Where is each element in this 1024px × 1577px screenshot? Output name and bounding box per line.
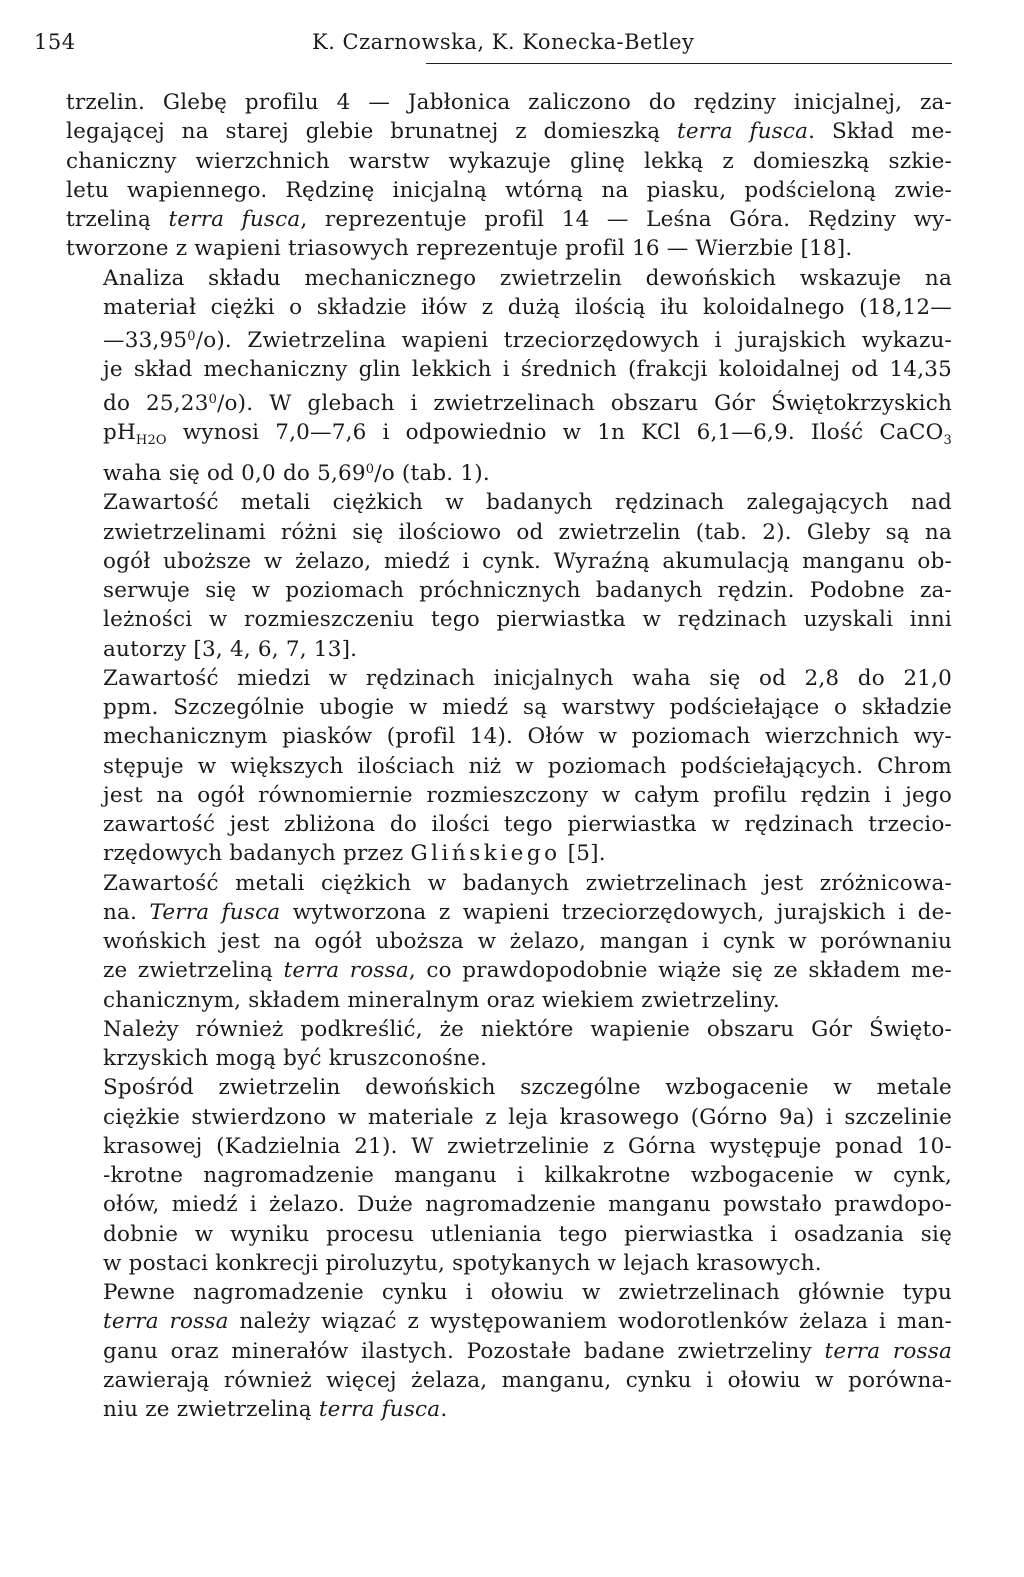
text-line: zwietrzelinami różni się ilościowo od zwietrzelin (tab. 2). Gleby są na: [103, 519, 952, 545]
text-line: —33,95$^0$/o). Zwietrzelina wapieni trzeciorzędowych i jurajskich wykazu-: [103, 328, 952, 353]
text-line: zawartość jest zbliżona do ilości tego pierwiastka w rędzinach trzecio-: [103, 812, 952, 837]
text-line: Spośród zwietrzelin dewońskich szczególne wzbogacenie w metale: [103, 1075, 952, 1101]
text-line: wońskich jest na ogół uboższa w żelazo, mangan i cynk w porównaniu: [103, 929, 952, 954]
text-line: chaniczny wierzchnich warstw wykazuje glinę lekką z domieszką szkie-: [66, 148, 952, 174]
text-line: ogół uboższe w żelazo, miedź i cynk. Wyraźną akumulacją manganu ob-: [103, 548, 952, 574]
text-line: Analiza składu mechanicznego zwietrzelin dewońskich wskazuje na: [103, 265, 952, 291]
text-line: stępuje w większych ilościach niż w poziomach podściełających. Chrom: [103, 753, 952, 779]
text-line: krzyskich mogą być kruszconośne.: [103, 1046, 488, 1071]
text-line: trzelin. Glebę profilu 4 — Jabłonica zaliczono do rędziny inicjalnej, za-: [66, 90, 952, 115]
paragraph: [66, 1073, 952, 1278]
text-line: tworzone z wapieni triasowych reprezentuje profil 16 — Wierzbie [18].: [66, 236, 853, 262]
text-line: chanicznym, składem mineralnym oraz wiekiem zwietrzeliny.: [103, 987, 780, 1013]
header-rule: [426, 63, 952, 64]
text-line: mechanicznym piasków (profil 14). Ołów w poziomach wierzchnich wy-: [103, 724, 952, 750]
text-line: ppm. Szczególnie ubogie w miedź są warstwy podściełające o składzie: [103, 695, 952, 720]
text-line: Należy również podkreślić, że niektóre wapienie obszaru Gór Święto-: [103, 1016, 952, 1042]
paragraph: [66, 88, 952, 264]
page-number: 154: [34, 30, 76, 54]
text-line: na. Terra fusca wytworzona z wapieni trzeciorzędowych, jurajskich i de-: [103, 899, 953, 925]
text-line: je skład mechaniczny glin lekkich i średnich (frakcji koloidalnej od 14,35: [103, 357, 952, 383]
text-line: w postaci konkrecji piroluzytu, spotykanych w lejach krasowych.: [103, 1250, 822, 1276]
text-line: zawierają również więcej żelaza, manganu, cynku i ołowiu w porówna-: [103, 1367, 952, 1393]
text-line: Pewne nagromadzenie cynku i ołowiu w zwietrzelinach głównie typu: [103, 1280, 952, 1305]
paragraph: [66, 1015, 952, 1074]
text-line: rzędowych badanych przez Glińskiego [5].: [103, 841, 606, 867]
text-line: Zawartość metali ciężkich w badanych zwietrzelinach jest zróżnicowa-: [103, 870, 952, 896]
text-line: -krotne nagromadzenie manganu i kilkakrotne wzbogacenie w cynk,: [103, 1163, 952, 1188]
text-line: serwuje się w poziomach próchnicznych badanych rędzin. Podobne za-: [103, 578, 952, 603]
text-line: legającej na starej glebie brunatnej z domieszką terra fusca. Skład me-: [66, 119, 952, 145]
text-line: ze zwietrzeliną terra rossa, co prawdopodobnie wiąże się ze składem me-: [103, 958, 952, 984]
text-line: ciężkie stwierdzono w materiale z leja krasowego (Górno 9a) i szczelinie: [103, 1104, 952, 1130]
text-line: trzeliną terra fusca, reprezentuje profil 14 — Leśna Góra. Rędziny wy-: [66, 207, 952, 232]
text-line: Zawartość miedzi w rędzinach inicjalnych waha się od 2,8 do 21,0: [103, 665, 952, 691]
text-line: dobnie w wyniku procesu utleniania tego pierwiastka i osadzania się: [103, 1221, 952, 1247]
text-line: terra rossa należy wiązać z występowaniem wodorotlenków żelaza i man-: [103, 1309, 952, 1335]
text-line: krasowej (Kadzielnia 21). W zwietrzelinie z Górna występuje ponad 10-: [103, 1133, 952, 1159]
text-line: leżności w rozmieszczeniu tego pierwiastka w rędzinach uzyskali inni: [103, 607, 952, 633]
text-line: materiał ciężki o składzie iłów z dużą ilością iłu koloidalnego (18,12—: [103, 294, 952, 320]
paragraph: [66, 1278, 952, 1424]
text-line: ganu oraz minerałów ilastych. Pozostałe badane zwietrzeliny terra rossa: [103, 1338, 952, 1364]
text-line: autorzy [3, 4, 6, 7, 13].: [103, 636, 358, 662]
text-line: jest na ogół równomiernie rozmieszczony w całym profilu rędzin i jego: [103, 782, 952, 808]
text-line: $pH_{H2O}$ wynosi 7,0—7,6 i odpowiednio w 1n KCl 6,1—6,9. Ilość CaCO$_3$: [103, 419, 952, 448]
page-header: [34, 30, 952, 62]
text-line: waha się od 0,0 do 5,69$^0$/o (tab. 1).: [103, 461, 490, 486]
text-line: Zawartość metali ciężkich w badanych rędzinach zalegających nad: [103, 490, 952, 516]
paragraph: [66, 264, 952, 489]
text-line: niu ze zwietrzeliną terra fusca.: [103, 1397, 448, 1422]
body-text: [66, 88, 952, 1424]
paragraph: [66, 488, 952, 664]
text-line: letu wapiennego. Rędzinę inicjalną wtórną na piasku, podścieloną zwie-: [66, 177, 952, 203]
running-title: K. Czarnowska, K. Konecka-Betley: [312, 30, 695, 54]
paragraph: [66, 869, 952, 1015]
text-line: ołów, miedź i żelazo. Duże nagromadzenie manganu powstało prawdopo-: [103, 1192, 952, 1218]
text-line: do 25,23$^0$/o). W glebach i zwietrzelinach obszaru Gór Świętokrzyskich: [103, 390, 952, 416]
paragraph: [66, 664, 952, 869]
